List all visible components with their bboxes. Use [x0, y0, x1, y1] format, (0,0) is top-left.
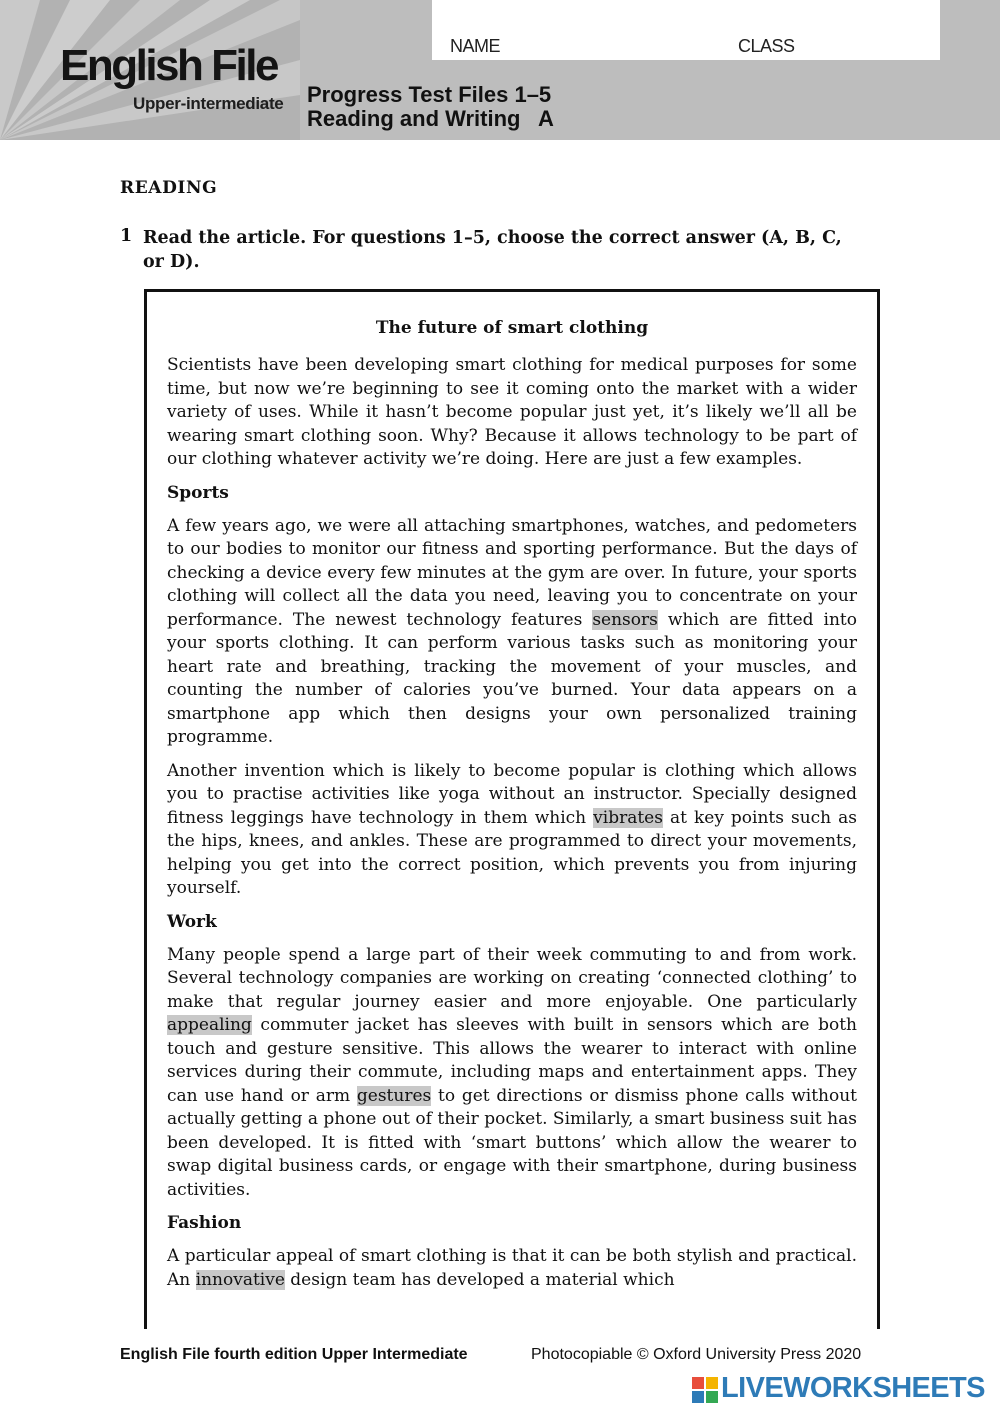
liveworksheets-logo-icon — [692, 1377, 718, 1403]
test-title-line2: Reading and Writing A — [307, 106, 554, 131]
sports-heading: Sports — [167, 482, 229, 503]
test-title — [307, 83, 554, 131]
brand-logo: English File — [60, 41, 277, 90]
sports-paragraph-1: A few years ago, we were all attaching smartphones, watches, and pedometers to our bodies to monitor our fitness and sporting performance. But the days of checking a device every few minutes at the gym are over. In future, your sports clothing will collect all the data you need, leaving you to concentrate on your performance. The newest technology features sensors which are fitted into your sports clothing. It can perform various tasks such as monitoring your heart rate and breathing, tracking the movement of your muscles, and counting the number of calories you’ve burned. Your data appears on a smartphone app which then designs your own personalized training programme. — [167, 515, 857, 747]
footer-edition: English File fourth edition Upper Intermediate — [120, 1346, 468, 1363]
sports-paragraph-2: Another invention which is likely to become popular is clothing which allows you to practise activities like yoga without an instructor. Specially designed fitness leggings have technology in them which vibrates at key points such as the hips, knees, and ankles. These are programmed to direct your movements, helping you get into the correct position, which prevents you from injuring yourself. — [167, 760, 858, 898]
work-paragraph: Many people spend a large part of their week commuting to and from work. Several technology companies are working on creating ‘connected clothing’ to make that regular journey easier and more enjoyable. One particularly appealing commuter jacket has sleeves with built in sensors which are both touch and gesture sensitive. This allows the wearer to interact with online services during their commute, including maps and entertainment apps. They can use hand or arm gestures to get directions or dismiss phone calls without actually getting a phone out of their pocket. Similarly, a smart business suit has been developed. It is fitted with ‘smart buttons’ which allow the wearer to swap digital business cards, or engage with their smartphone, during business activities. — [167, 944, 857, 1200]
fashion-heading: Fashion — [167, 1213, 242, 1233]
highlighted-word: sensors — [592, 609, 658, 630]
brand-level: Upper-intermediate — [133, 94, 284, 113]
name-class-box — [432, 0, 940, 60]
question-instruction: Read the article. For questions 1–5, choose the correct answer (A, B, C, or D). — [143, 228, 842, 272]
fashion-paragraph: A particular appeal of smart clothing is that it can be both stylish and practical. An innovative design team has developed a material which — [167, 1246, 857, 1290]
highlighted-word: vibrates — [593, 807, 663, 828]
work-heading: Work — [167, 911, 217, 932]
highlighted-word: appealing — [167, 1015, 252, 1035]
article-box — [144, 289, 880, 1329]
intro-paragraph: Scientists have been developing smart clothing for medical purposes for some time, but now we’re beginning to see it coming onto the market with a wider variety of uses. While it hasn’t become popular just yet, it’s likely we’ll all be wearing smart clothing soon. Why? Because it allows technology to be part of our clothing whatever activity we’re doing. Here are just a few examples. — [167, 355, 857, 469]
article-body — [167, 354, 857, 1302]
question-number: 1 — [120, 226, 133, 246]
section-heading: READING — [120, 178, 218, 198]
name-label: NAME — [450, 36, 501, 56]
page-header — [0, 0, 1000, 140]
class-label: CLASS — [738, 36, 795, 56]
footer-copyright: Photocopiable © Oxford University Press 2020 — [531, 1346, 862, 1363]
watermark-text: LIVEWORKSHEETS — [721, 1372, 985, 1404]
test-title-line1: Progress Test Files 1–5 — [307, 82, 552, 107]
article-title: The future of smart clothing — [375, 318, 649, 338]
highlighted-word: innovative — [195, 1269, 285, 1290]
highlighted-word: gestures — [356, 1085, 432, 1106]
